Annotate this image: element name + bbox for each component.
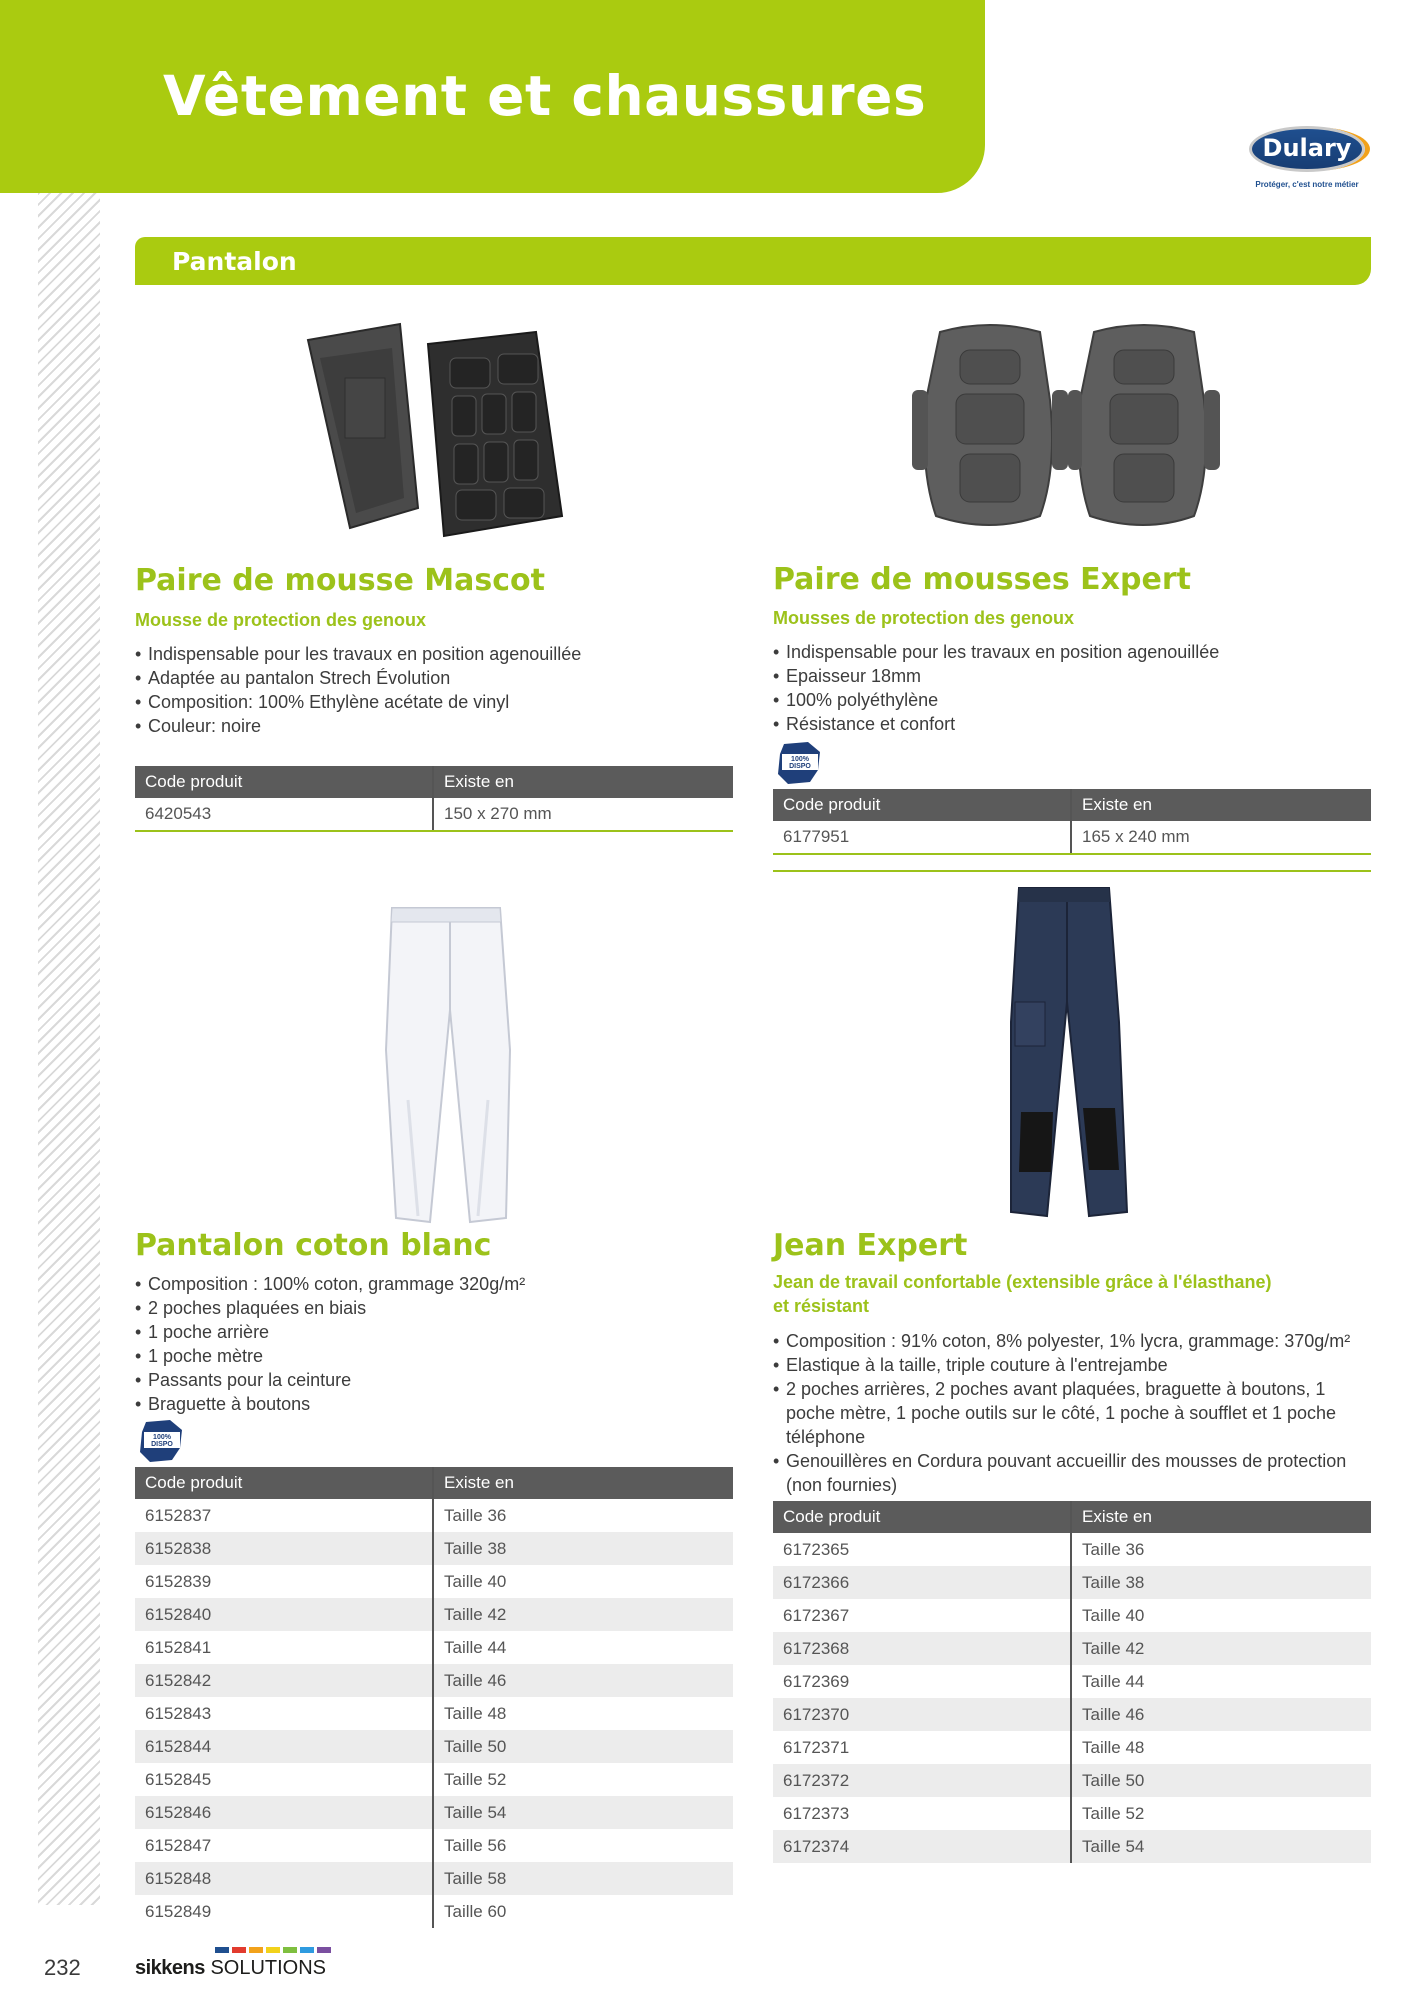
cell-size: Taille 46 (1071, 1698, 1371, 1731)
product-table-expert-kneepads (773, 789, 1371, 855)
dulary-logo (1241, 122, 1373, 196)
cell-code: 6172374 (773, 1830, 1071, 1863)
product-title-expert-kneepads: Paire de mousses Expert (773, 562, 1191, 597)
product-features-expert-kneepads (773, 640, 1373, 736)
cell-code: 6152837 (135, 1499, 433, 1532)
feature-item: • Adaptée au pantalon Strech Évolution (135, 666, 735, 690)
table-row (773, 1533, 1371, 1566)
cell-code: 6172366 (773, 1566, 1071, 1599)
page-number: 232 (44, 1955, 81, 1980)
cell-size: 150 x 270 mm (433, 798, 733, 831)
feature-item: • 100% polyéthylène (773, 688, 1373, 712)
cell-size: Taille 52 (444, 1769, 507, 1789)
sikkens-brand-bold: sikkens (135, 1957, 205, 1979)
cell-size: Taille 44 (444, 1637, 507, 1657)
made-in-france-badge (136, 1418, 188, 1464)
cell-size: Taille 60 (444, 1901, 507, 1921)
product-image-jean-expert (1003, 882, 1143, 1222)
cell-code: 6152844 (135, 1730, 433, 1763)
cell-code: 6152849 (135, 1895, 433, 1928)
feature-item: • 1 poche arrière (135, 1320, 735, 1344)
product-image-mascot-kneepads (300, 318, 570, 538)
cell-size: Taille 58 (433, 1862, 733, 1895)
sikkens-brand-rest: SOLUTIONS (204, 1957, 327, 1979)
dulary-logo-name: Dulary (1262, 134, 1352, 162)
table-row (773, 1830, 1371, 1863)
cell-code: 6152838 (135, 1532, 433, 1565)
cell-code: 6152842 (135, 1664, 433, 1697)
cell-code: 6172365 (773, 1533, 1071, 1566)
table-row (773, 1731, 1371, 1764)
feature-item: • 1 poche mètre (135, 1344, 735, 1368)
cell-code: 6172373 (773, 1797, 1071, 1830)
table-row (135, 1895, 733, 1928)
cell-code: 6152848 (135, 1862, 433, 1895)
sikkens-logo-text (135, 1957, 331, 1980)
made-in-france-badge (774, 740, 826, 786)
cell-size: Taille 54 (1071, 1830, 1371, 1863)
table-header-row (773, 1501, 1371, 1533)
cell-code: 6152845 (135, 1763, 433, 1796)
feature-item: • Braguette à boutons (135, 1392, 735, 1416)
table-row (135, 1499, 733, 1532)
product-features-jean-expert (773, 1329, 1373, 1497)
cell-size: Taille 38 (1071, 1566, 1371, 1599)
section-divider-line (773, 870, 1371, 872)
badge-line2: DISPO (151, 1441, 173, 1448)
product-image-white-trousers (378, 900, 518, 1228)
cell-size: Taille 40 (1082, 1605, 1145, 1625)
feature-item: • Couleur: noire (135, 714, 735, 738)
cell-size: Taille 52 (1082, 1803, 1145, 1823)
feature-item: • 2 poches arrières, 2 poches avant plaquées, braguette à boutons, 1 poche mètre, 1 poche outils sur le côté, 1 poche à soufflet et 1 poche téléphone (773, 1377, 1373, 1449)
product-table-jean-expert (773, 1501, 1371, 1863)
cell-size: Taille 36 (444, 1505, 507, 1525)
cell-code: 6172372 (773, 1764, 1071, 1797)
feature-item: • Epaisseur 18mm (773, 664, 1373, 688)
table-row (135, 1763, 733, 1796)
badge-line2: DISPO (789, 763, 811, 770)
cell-code: 6152839 (135, 1565, 433, 1598)
feature-item: • Passants pour la ceinture (135, 1368, 735, 1392)
product-title-jean-expert: Jean Expert (773, 1228, 968, 1263)
cell-size: Taille 54 (433, 1796, 733, 1829)
cell-size: Taille 40 (444, 1571, 507, 1591)
cell-code: 6177951 (773, 821, 1071, 854)
cell-code: 6172369 (773, 1665, 1071, 1698)
feature-item: • Elastique à la taille, triple couture à l'entrejambe (773, 1353, 1373, 1377)
feature-item: • Résistance et confort (773, 712, 1373, 736)
feature-item: • Composition: 100% Ethylène acétate de vinyl (135, 690, 735, 714)
badge-line1: 100% (791, 756, 809, 763)
column-header-size: Existe en (1071, 789, 1371, 821)
cell-code: 6172370 (773, 1698, 1071, 1731)
table-row (773, 1698, 1371, 1731)
table-header-row (135, 766, 733, 798)
cell-size: Taille 48 (444, 1703, 507, 1723)
decorative-hatch-strip (38, 0, 100, 1905)
cell-size: Taille 38 (433, 1532, 733, 1565)
table-header-row (135, 1467, 733, 1499)
table-row (135, 1796, 733, 1829)
sikkens-color-stripe (215, 1947, 331, 1953)
product-subtitle-jean-expert-line2: et résistant (773, 1296, 870, 1316)
table-row (773, 1599, 1371, 1632)
cell-code: 6172368 (773, 1632, 1071, 1665)
cell-size: Taille 48 (1082, 1737, 1145, 1757)
page-title: Vêtement et chaussures (163, 64, 927, 128)
product-features-mascot (135, 642, 735, 738)
product-title-white-trousers: Pantalon coton blanc (135, 1228, 492, 1263)
cell-code: 6152843 (135, 1697, 433, 1730)
product-subtitle-mascot: Mousse de protection des genoux (135, 610, 427, 630)
product-subtitle-expert-kneepads: Mousses de protection des genoux (773, 608, 1075, 628)
table-row (135, 1598, 733, 1631)
cell-size: Taille 42 (433, 1598, 733, 1631)
table-row (135, 1697, 733, 1730)
product-table-white-trousers (135, 1467, 733, 1928)
cell-size: Taille 44 (1082, 1671, 1145, 1691)
cell-size: Taille 46 (433, 1664, 733, 1697)
cell-size: Taille 56 (444, 1835, 507, 1855)
table-row (135, 1631, 733, 1664)
column-header-code: Code produit (773, 789, 1071, 821)
cell-code: 6152846 (135, 1796, 433, 1829)
feature-item: • Indispensable pour les travaux en position agenouillée (773, 640, 1373, 664)
product-subtitle-jean-expert-line1: Jean de travail confortable (extensible grâce à l'élasthane) (773, 1272, 1272, 1292)
section-header-bar (135, 237, 1371, 285)
table-header-row (773, 789, 1371, 821)
table-row (135, 1730, 733, 1763)
section-title: Pantalon (172, 247, 297, 276)
cell-size: Taille 36 (1082, 1539, 1145, 1559)
feature-item: • Indispensable pour les travaux en position agenouillée (135, 642, 735, 666)
feature-item: • 2 poches plaquées en biais (135, 1296, 735, 1320)
column-header-size: Existe en (1071, 1501, 1371, 1533)
table-row (135, 1532, 733, 1565)
column-header-code: Code produit (773, 1501, 1071, 1533)
cell-code: 6152840 (135, 1598, 433, 1631)
cell-code: 6172371 (773, 1731, 1071, 1764)
table-row (773, 1566, 1371, 1599)
table-row (135, 798, 733, 831)
product-features-white-trousers (135, 1272, 735, 1416)
feature-item: • Composition : 100% coton, grammage 320g/m² (135, 1272, 735, 1296)
table-row (135, 1862, 733, 1895)
feature-item: • Genouillères en Cordura pouvant accueillir des mousses de protection (non fournies) (773, 1449, 1373, 1497)
table-row (773, 821, 1371, 854)
cell-code: 6172367 (773, 1599, 1071, 1632)
table-row (773, 1797, 1371, 1830)
column-header-code: Code produit (135, 1467, 433, 1499)
cell-size: 165 x 240 mm (1071, 821, 1371, 854)
table-row (135, 1565, 733, 1598)
cell-code: 6152841 (135, 1631, 433, 1664)
column-header-size: Existe en (433, 766, 733, 798)
table-row (135, 1829, 733, 1862)
dulary-logo-tagline: Protéger, c'est notre métier (1255, 180, 1359, 189)
product-image-expert-kneepads (912, 320, 1232, 534)
cell-code: 6152847 (135, 1829, 433, 1862)
column-header-code: Code produit (135, 766, 433, 798)
badge-line1: 100% (153, 1434, 171, 1441)
cell-size: Taille 50 (433, 1730, 733, 1763)
feature-item: • Composition : 91% coton, 8% polyester, 1% lycra, grammage: 370g/m² (773, 1329, 1373, 1353)
cell-code: 6420543 (135, 798, 433, 831)
header-banner (0, 0, 985, 193)
table-row (773, 1632, 1371, 1665)
sikkens-logo (135, 1947, 331, 1980)
table-row (773, 1764, 1371, 1797)
cell-size: Taille 42 (1071, 1632, 1371, 1665)
product-table-mascot (135, 766, 733, 832)
cell-size: Taille 50 (1071, 1764, 1371, 1797)
column-header-size: Existe en (433, 1467, 733, 1499)
table-row (773, 1665, 1371, 1698)
product-title-mascot: Paire de mousse Mascot (135, 563, 545, 598)
table-row (135, 1664, 733, 1697)
